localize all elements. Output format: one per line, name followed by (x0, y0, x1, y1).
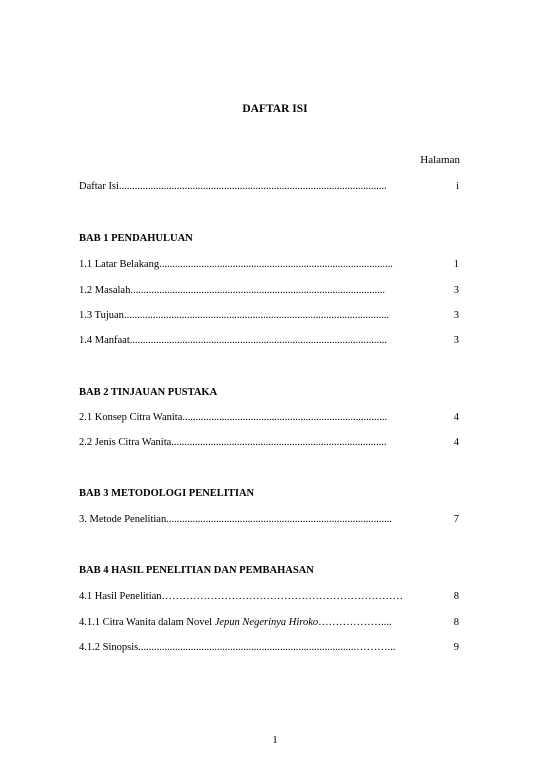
page-number: 1 (272, 734, 278, 746)
chapter-heading: BAB 4 HASIL PENELITIAN DAN PEMBAHASAN (79, 565, 314, 576)
toc-entry-leader-dots: ..................................................................................................... (123, 310, 390, 321)
toc-entry-leader-dots: ................................................................................................. (130, 285, 385, 296)
toc-entry-leader-dots: ……………….... (318, 617, 392, 628)
toc-entry-page: 8 (453, 617, 459, 628)
toc-entry (79, 285, 459, 299)
toc-entry (79, 437, 459, 451)
toc-entry (79, 412, 459, 426)
toc-entry-page: 3 (453, 285, 459, 296)
toc-entry-page: 4 (453, 412, 459, 423)
toc-entry-leader-dots: ...................................................................................................... (118, 181, 387, 192)
toc-entry-page: 7 (453, 514, 459, 525)
toc-entry-leader-dots: ...................................................................................………... (138, 642, 396, 653)
chapter-heading: BAB 2 TINJAUAN PUSTAKA (79, 387, 218, 398)
toc-entry (79, 310, 459, 324)
toc-entry-italic-title: Jepun Negerinya Hiroko (214, 617, 319, 628)
toc-entry-page: 8 (453, 591, 459, 602)
toc-entry-label: 2.2 Jenis Citra Wanita (79, 437, 172, 448)
toc-entry (79, 617, 459, 631)
toc-entry (79, 514, 459, 528)
chapter-heading: BAB 3 METODOLOGI PENELITIAN (79, 488, 255, 499)
toc-entry (79, 591, 459, 605)
toc-entry-label: 2.1 Konsep Citra Wanita (79, 412, 183, 423)
toc-entry-label: 1.1 Latar Belakang (79, 259, 160, 270)
page-title: DAFTAR ISI (242, 103, 308, 115)
toc-entry-leader-dots: …………………………………………………………… (161, 591, 404, 602)
toc-entry-label: 3. Metode Penelitian (79, 514, 167, 525)
toc-entry-page: 3 (453, 335, 459, 346)
toc-entry-page: 3 (453, 310, 459, 321)
toc-entry-label: 1.4 Manfaat (79, 335, 130, 346)
toc-entry-page: i (456, 181, 459, 192)
column-header-halaman: Halaman (420, 154, 460, 166)
toc-entry-label: 4.1 Hasil Penelitian (79, 591, 162, 602)
toc-entry-leader-dots: ...................................................................................... (166, 514, 392, 525)
toc-entry (79, 259, 459, 273)
toc-entry-leader-dots: .................................................................................. (171, 437, 387, 448)
toc-entry-leader-dots: ......................................................................................... (159, 259, 393, 270)
chapter-heading: BAB 1 PENDAHULUAN (79, 233, 193, 244)
toc-entry-page: 4 (453, 437, 459, 448)
toc-entry-leader-dots: .............................................................................. (182, 412, 388, 423)
toc-entry-label: 4.1.1 Citra Wanita dalam Novel (79, 617, 215, 628)
toc-entry-label: 4.1.2 Sinopsis (79, 642, 139, 653)
toc-entry-page: 9 (453, 642, 459, 653)
toc-entry (79, 642, 459, 656)
toc-entry-label: 1.2 Masalah (79, 285, 131, 296)
toc-entry-page: 1 (453, 259, 459, 270)
toc-entry (79, 335, 459, 349)
toc-entry-label: Daftar Isi (79, 181, 119, 192)
toc-entry-leader-dots: .................................................................................................. (129, 335, 387, 346)
toc-entry-label: 1.3 Tujuan (79, 310, 124, 321)
toc-entry (79, 181, 459, 195)
